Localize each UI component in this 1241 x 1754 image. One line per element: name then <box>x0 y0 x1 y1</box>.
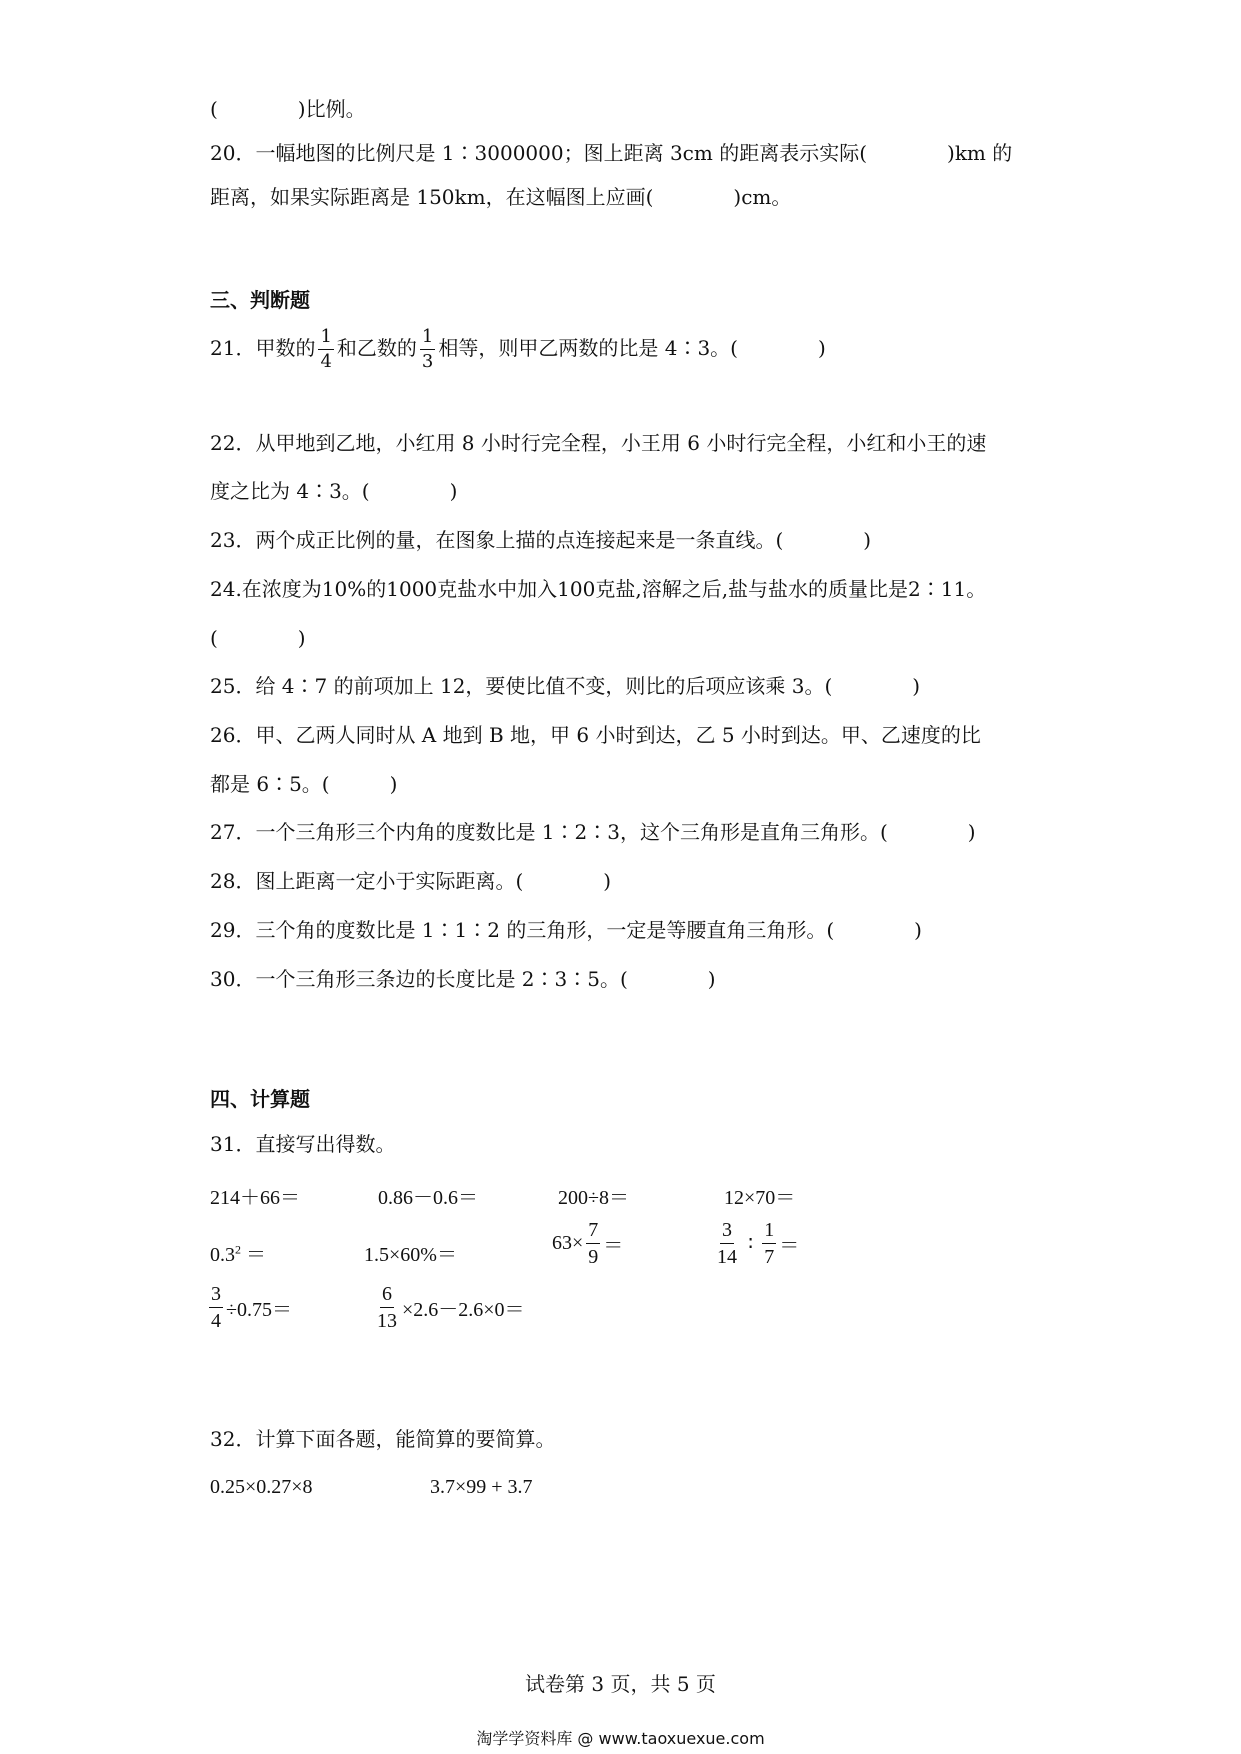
calc-r2-3-pre: 63× <box>552 1232 584 1254</box>
calc-r3-2-rest: ×2.6－2.6×0＝ <box>402 1299 525 1321</box>
q21-fraction-2 <box>420 328 435 371</box>
q21-f2-numerator: 1 <box>420 328 435 350</box>
q20-line2: 距离，如果实际距离是 150km，在这幅图上应画( )cm。 <box>210 185 792 209</box>
calc-r1-2: 0.86－0.6＝ <box>378 1187 478 1209</box>
calc-r2-4-d1: 14 <box>717 1246 737 1268</box>
calc-r2-3-fraction <box>586 1220 600 1267</box>
calc-r3-2-denominator: 13 <box>377 1310 397 1332</box>
q21-fraction-1 <box>318 328 333 371</box>
q21-f1-numerator: 1 <box>318 328 333 350</box>
calc-r2-4-d2: 7 <box>764 1246 775 1268</box>
calc-r3-2-fraction <box>375 1284 399 1331</box>
calc-r3-1-denominator: 4 <box>211 1310 221 1332</box>
calc-r3-1-numerator: 3 <box>209 1284 223 1308</box>
q19-fragment: ( )比例。 <box>210 97 366 121</box>
calc-r2-1-exp: 2 <box>235 1242 241 1257</box>
calc-r2-3-denominator: 9 <box>588 1246 599 1268</box>
q29: 29．三个角的度数比是 1∶1∶2 的三角形，一定是等腰直角三角形。( ) <box>210 918 922 942</box>
calc-r2-4-n1: 3 <box>720 1220 734 1244</box>
calc-r3-1-fraction <box>209 1284 223 1331</box>
calc-r2-3 <box>552 1220 623 1267</box>
section3-heading: 三、判断题 <box>210 288 310 312</box>
q21-f2-denominator: 3 <box>421 351 434 372</box>
q21-text-b: 和乙数的 <box>336 336 417 360</box>
calc-r2-4-fraction-2 <box>762 1220 776 1267</box>
calc-r2-4 <box>712 1220 799 1267</box>
q32: 32．计算下面各题，能简算的要简算。 <box>210 1427 556 1451</box>
q32-a: 0.25×0.27×8 <box>210 1476 313 1498</box>
calc-r3-2-numerator: 6 <box>380 1284 394 1308</box>
q21-f1-denominator: 4 <box>320 351 332 372</box>
calc-r3-1 <box>206 1284 292 1331</box>
q26-line2: 都是 6∶5。( ) <box>210 772 398 796</box>
calc-r1-3: 200÷8＝ <box>558 1187 629 1209</box>
calc-r3-1-rest: ÷0.75＝ <box>226 1299 292 1321</box>
q31: 31．直接写出得数。 <box>210 1132 396 1156</box>
q26-line1: 26．甲、乙两人同时从 A 地到 B 地，甲 6 小时到达，乙 5 小时到达。甲、乙速度的比 <box>210 723 981 747</box>
calc-r1-1: 214＋66＝ <box>210 1187 300 1209</box>
calc-r2-1-base: 0.3 <box>210 1244 235 1266</box>
calc-r2-3-eq: ＝ <box>603 1235 624 1257</box>
watermark: 淘学学资料库 @ www.taoxuexue.com <box>476 1729 765 1748</box>
q32-b: 3.7×99 + 3.7 <box>430 1476 533 1498</box>
q27: 27．一个三角形三个内角的度数比是 1∶2∶3，这个三角形是直角三角形。( ) <box>210 820 976 844</box>
q25: 25．给 4∶7 的前项加上 12，要使比值不变，则比的后项应该乘 3。( ) <box>210 674 921 698</box>
q24-line1: 24.在浓度为10%的1000克盐水中加入100克盐,溶解之后,盐与盐水的质量比是2∶11。 <box>210 577 987 601</box>
calc-r2-3-numerator: 7 <box>586 1220 600 1244</box>
q21-text-c: 相等，则甲乙两数的比是 4∶3。( ) <box>438 336 826 360</box>
q23: 23．两个成正比例的量，在图象上描的点连接起来是一条直线。( ) <box>210 528 872 552</box>
calc-r2-4-colon: ∶ <box>748 1233 754 1255</box>
calc-r2-2: 1.5×60%＝ <box>364 1244 457 1266</box>
calc-r2-1-eq: ＝ <box>241 1244 266 1266</box>
q24-line2: ( ) <box>210 626 306 650</box>
calc-r2-4-eq: ＝ <box>779 1235 800 1257</box>
q28: 28．图上距离一定小于实际距离。( ) <box>210 869 612 893</box>
q22-line2: 度之比为 4∶3。( ) <box>210 479 458 503</box>
q20-line1: 20．一幅地图的比例尺是 1∶3000000；图上距离 3cm 的距离表示实际( )km 的 <box>210 141 1013 165</box>
calc-r2-4-n2: 1 <box>762 1220 776 1244</box>
calc-r3-2 <box>372 1284 525 1331</box>
calc-r2-1 <box>210 1238 266 1267</box>
q21 <box>210 326 826 371</box>
page-footer: 试卷第 3 页，共 5 页 <box>525 1672 716 1696</box>
section4-heading: 四、计算题 <box>210 1087 310 1111</box>
q22-line1: 22．从甲地到乙地，小红用 8 小时行完全程，小王用 6 小时行完全程，小红和小王的速 <box>210 431 987 455</box>
q21-text-a: 21．甲数的 <box>210 336 316 360</box>
q30: 30．一个三角形三条边的长度比是 2∶3∶5。( ) <box>210 967 716 991</box>
calc-r2-4-fraction-1 <box>715 1220 739 1267</box>
calc-r1-4: 12×70＝ <box>724 1187 796 1209</box>
